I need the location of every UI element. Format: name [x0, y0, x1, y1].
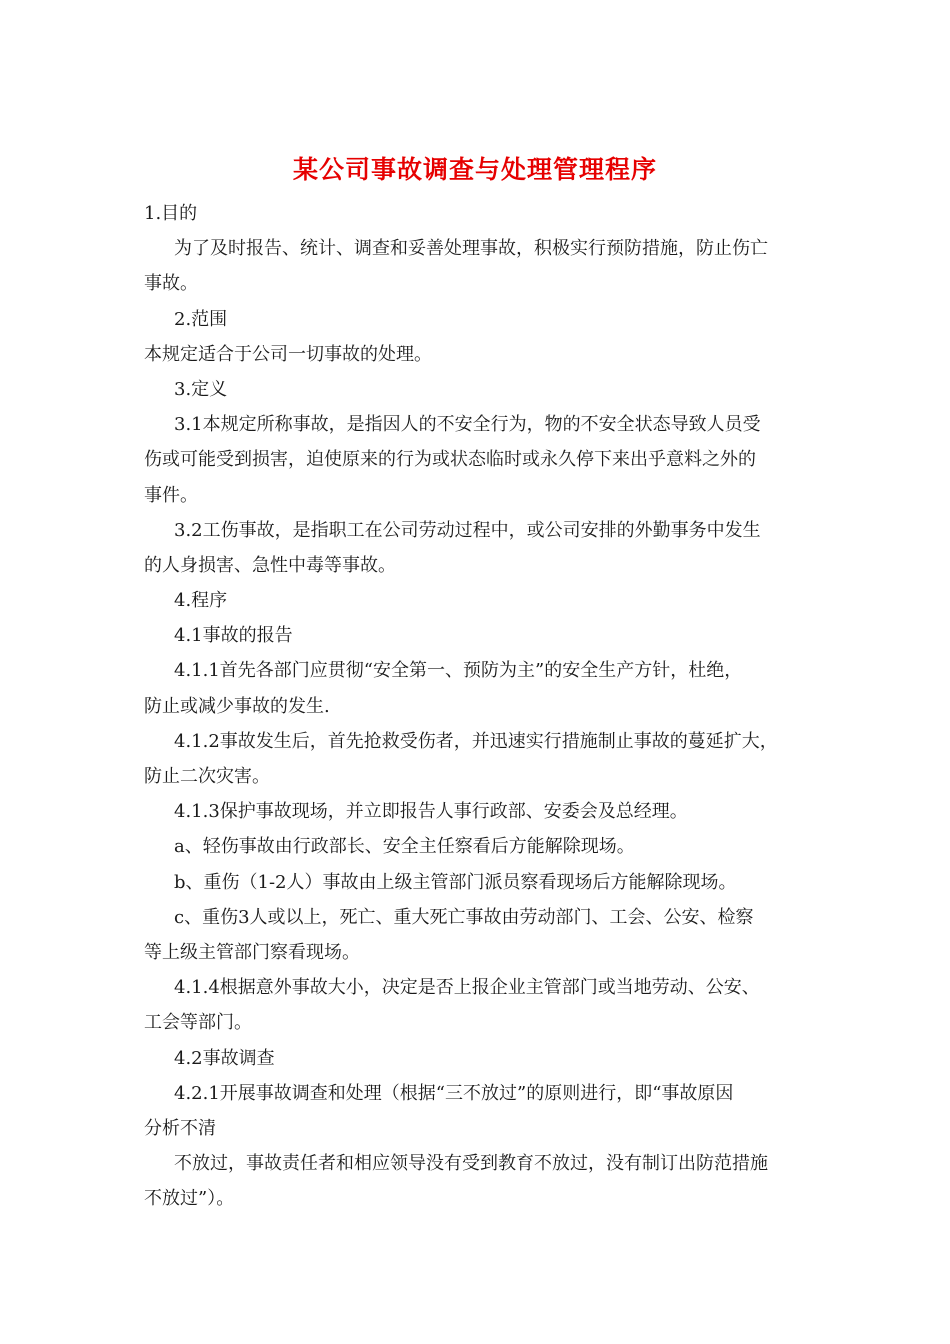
- text-line: c、重伤3人或以上，死亡、重大死亡事故由劳动部门、工会、公安、检察: [174, 906, 754, 928]
- text-line: 2.范围: [174, 308, 228, 330]
- text-line: 的人身损害、急性中毒等事故。: [144, 554, 396, 576]
- text-line: 伤或可能受到损害，迫使原来的行为或状态临时或永久停下来出乎意料之外的: [144, 449, 756, 471]
- text-line: 分析不清: [144, 1117, 216, 1139]
- text-line: 不放过”）。: [144, 1188, 235, 1210]
- text-line: 为了及时报告、统计、调查和妥善处理事故，积极实行预防措施，防止伤亡: [174, 238, 768, 260]
- text-line: 4.1.1首先各部门应贯彻“安全第一、预防为主”的安全生产方针，杜绝，: [174, 660, 743, 682]
- text-line: 防止或减少事故的发生.: [144, 695, 330, 717]
- text-line: 3.2工伤事故，是指职工在公司劳动过程中，或公司安排的外勤事务中发生: [174, 519, 761, 541]
- text-line: 等上级主管部门察看现场。: [144, 941, 360, 963]
- text-line: 4.1事故的报告: [174, 625, 293, 647]
- text-line: 4.1.3保护事故现场，并立即报告人事行政部、安委会及总经理。: [174, 801, 688, 823]
- text-line: 1.目的: [144, 203, 198, 224]
- text-line: 4.2.1开展事故调查和处理（根据“三不放过”的原则进行，即“事故原因: [174, 1082, 734, 1104]
- text-line: 3.定义: [174, 378, 228, 400]
- text-line: 工会等部门。: [144, 1012, 252, 1034]
- document-title: 某公司事故调查与处理管理程序: [292, 155, 657, 184]
- text-line: 4.程序: [174, 590, 228, 612]
- text-line: 4.1.2事故发生后，首先抢救受伤者，并迅速实行措施制止事故的蔓延扩大，: [174, 730, 778, 752]
- text-line: 不放过，事故责任者和相应领导没有受到教育不放过，没有制订出防范措施: [174, 1153, 768, 1175]
- text-line: 3.1本规定所称事故，是指因人的不安全行为，物的不安全状态导致人员受: [174, 414, 761, 436]
- text-line: a、轻伤事故由行政部长、安全主任察看后方能解除现场。: [174, 836, 635, 858]
- text-line: 4.2事故调查: [174, 1047, 275, 1069]
- text-line: 4.1.4根据意外事故大小，决定是否上报企业主管部门或当地劳动、公安、: [174, 977, 760, 999]
- text-line: 事件。: [144, 484, 198, 506]
- text-line: 防止二次灾害。: [144, 766, 270, 787]
- text-line: 事故。: [144, 273, 198, 295]
- text-line: b、重伤（1-2人）事故由上级主管部门派员察看现场后方能解除现场。: [174, 871, 737, 893]
- text-line: 本规定适合于公司一切事故的处理。: [144, 343, 432, 365]
- document-body: [144, 196, 814, 1216]
